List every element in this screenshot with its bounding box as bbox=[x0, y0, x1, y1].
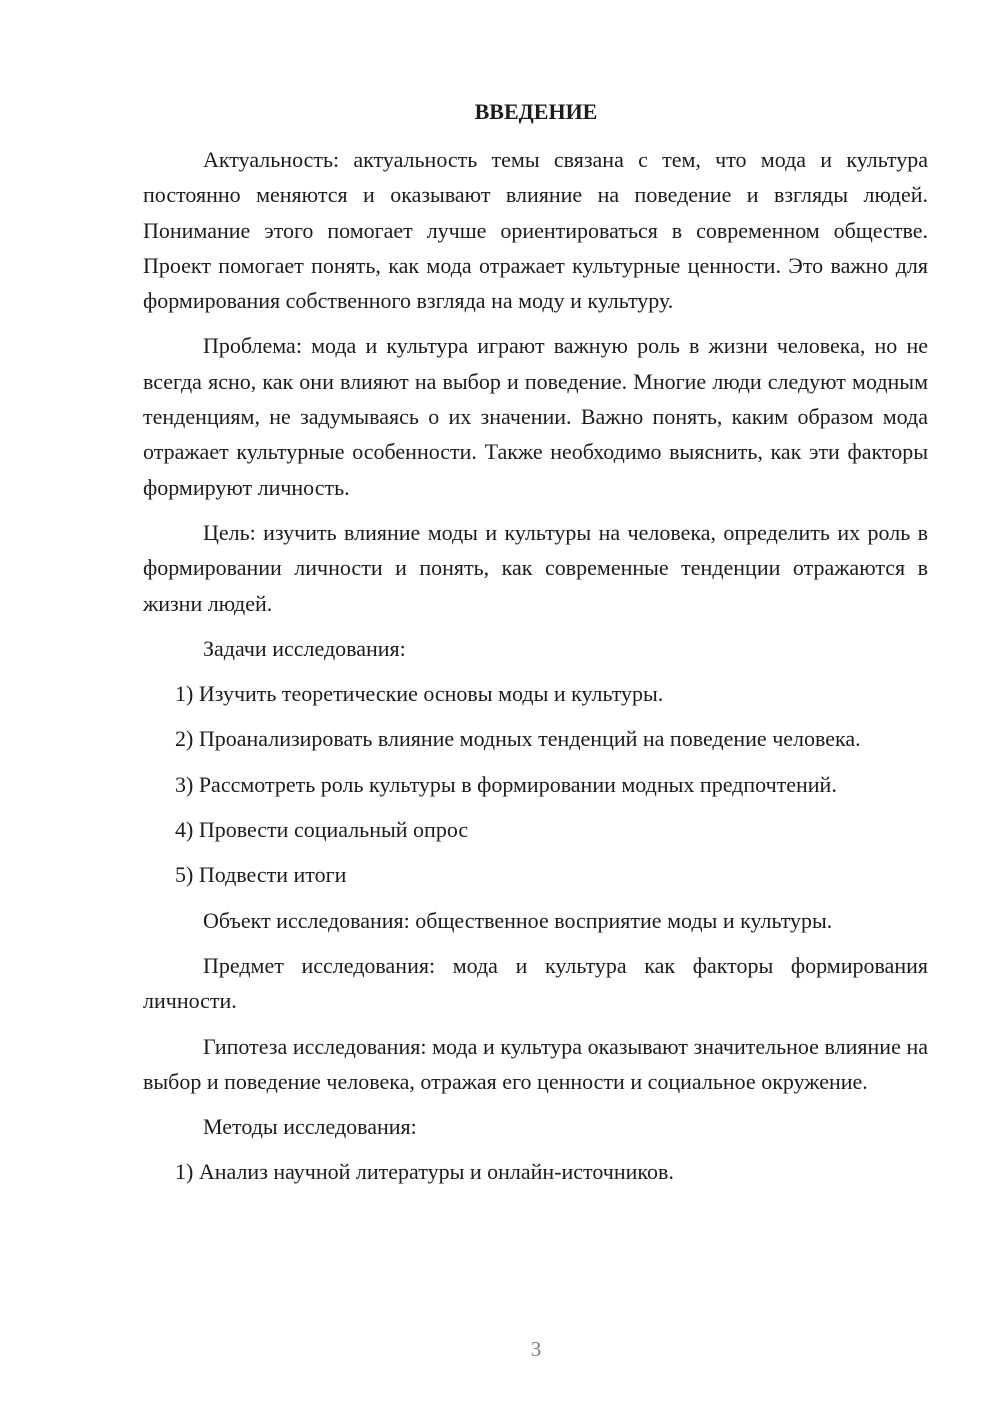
paragraph-goal: Цель: изучить влияние моды и культуры на человека, определить их роль в формировании личности и понять, как современные тенденции отражаются в жизни людей. bbox=[143, 519, 928, 616]
task-item-1: 1) Изучить теоретические основы моды и культуры. bbox=[175, 681, 664, 707]
paragraph-relevance: Актуальность: актуальность темы связана с тем, что мода и культура постоянно меняются и оказывают влияние на поведение и взгляды людей. Понимание этого помогает лучше ориентироваться в современном обществе. Проект помогает понять, как мода отражает культурные ценности. Это важно для формирования собственного взгляда на моду и культуру. bbox=[143, 147, 928, 314]
body-text bbox=[143, 142, 928, 1200]
paragraph-object: Объект исследования: общественное восприятие моды и культуры. bbox=[203, 907, 833, 933]
method-item-1: 1) Анализ научной литературы и онлайн-источников. bbox=[175, 1159, 674, 1185]
paragraph-tasks-heading: Задачи исследования: bbox=[203, 635, 406, 661]
section-title: ВВЕДЕНИЕ bbox=[474, 99, 598, 124]
task-item-5: 5) Подвести итоги bbox=[175, 862, 347, 888]
page-number: 3 bbox=[530, 1337, 542, 1361]
task-item-3: 3) Рассмотреть роль культуры в формировании модных предпочтений. bbox=[175, 771, 837, 797]
task-item-4: 4) Провести социальный опрос bbox=[175, 817, 469, 843]
paragraph-hypothesis: Гипотеза исследования: мода и культура оказывают значительное влияние на выбор и поведение человека, отражая его ценности и социальное окружение. bbox=[143, 1033, 928, 1094]
paragraph-methods-heading: Методы исследования: bbox=[203, 1114, 417, 1140]
task-item-2: 2) Проанализировать влияние модных тенденций на поведение человека. bbox=[175, 726, 861, 752]
paragraph-problem: Проблема: мода и культура играют важную роль в жизни человека, но не всегда ясно, как они влияют на выбор и поведение. Многие люди следуют модным тенденциям, не задумываясь о их значении. Важно понять, каким образом мода отражает культурные особенности. Также необходимо выяснить, как эти факторы формируют личность. bbox=[143, 333, 928, 500]
paragraph-subject: Предмет исследования: мода и культура как факторы формирования личности. bbox=[143, 952, 928, 1014]
